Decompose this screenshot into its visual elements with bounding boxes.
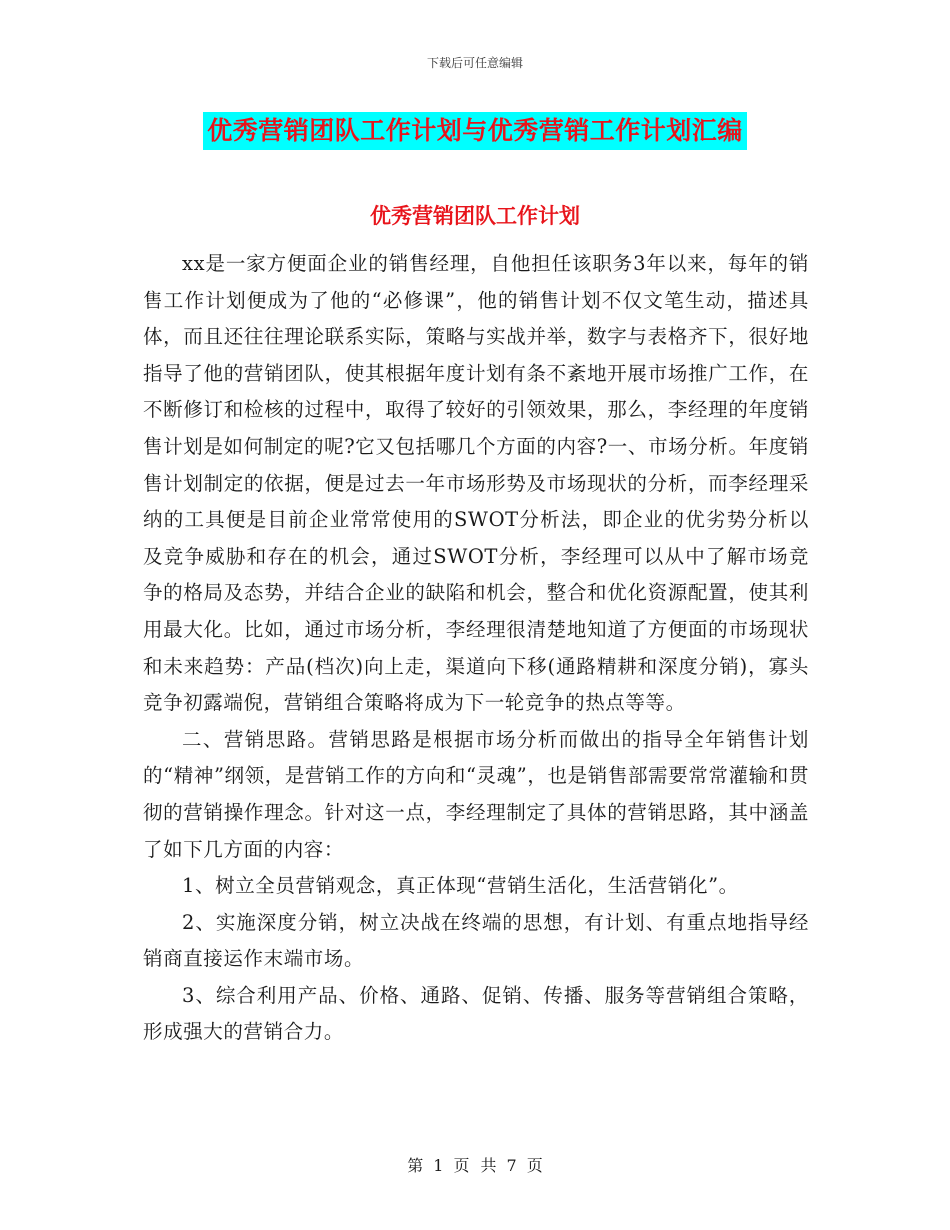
paragraph-intro: xx是一家方便面企业的销售经理，自他担任该职务3年以来，每年的销售工作计划便成为了他的“必修课”，他的销售计划不仅文笔生动，描述具体，而且还往往理论联系实际，策略与实战并举，数字与表格齐下，很好地指导了他的营销团队，使其根据年度计划有条不紊地开展市场推广工作，在不断修订和检核的过程中，取得了较好的引领效果，那么，李经理的年度销售计划是如何制定的呢?它又包括哪几个方面的内容?一、市场分析。年度销售计划制定的依据，便是过去一年市场形势及市场现状的分析，而李经理采纳的工具便是目前企业常常使用的SWOT分析法，即企业的优劣势分析以及竞争威胁和存在的机会，通过SWOT分析，李经理可以从中了解市场竞争的格局及态势，并结合企业的缺陷和机会，整合和优化资源配置，使其利用最大化。比如，通过市场分析，李经理很清楚地知道了方便面的市场现状和未来趋势：产品(档次)向上走，渠道向下移(通路精耕和深度分销)，寡头竞争初露端倪，营销组合策略将成为下一轮竞争的热点等等。 xyxy=(143,252,809,715)
main-title-container xyxy=(0,112,950,150)
footer-page-total: 7 xyxy=(506,1156,517,1175)
main-title: 优秀营销团队工作计划与优秀营销工作计划汇编 xyxy=(203,112,747,150)
footer-prefix: 第 xyxy=(407,1156,424,1175)
paragraph-item-1: 1、树立全员营销观念，真正体现“营销生活化，生活营销化”。 xyxy=(182,874,739,898)
footer-mid: 页 共 xyxy=(453,1156,497,1175)
paragraph-item-3: 3、综合利用产品、价格、通路、促销、传播、服务等营销组合策略，形成强大的营销合力。 xyxy=(143,983,809,1044)
footer-page-current: 1 xyxy=(433,1156,444,1175)
document-body xyxy=(143,246,809,1051)
header-note: 下载后可任意编辑 xyxy=(426,56,523,70)
section-title: 优秀营销团队工作计划 xyxy=(370,204,580,228)
paragraph-item-2: 2、实施深度分销，树立决战在终端的思想，有计划、有重点地指导经销商直接运作末端市场。 xyxy=(143,910,809,971)
paragraph-marketing-thinking: 二、营销思路。营销思路是根据市场分析而做出的指导全年销售计划的“精神”纲领，是营销工作的方向和“灵魂”，也是销售部需要常常灌输和贯彻的营销操作理念。针对这一点，李经理制定了具体的营销思路，其中涵盖了如下几方面的内容： xyxy=(143,727,809,861)
footer-suffix: 页 xyxy=(526,1156,543,1175)
page-footer xyxy=(0,1153,950,1176)
